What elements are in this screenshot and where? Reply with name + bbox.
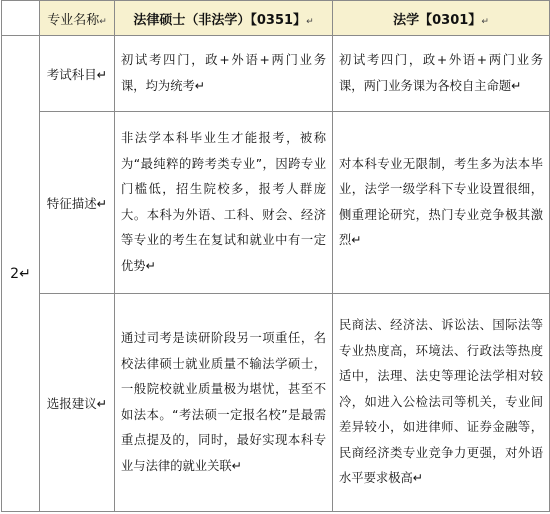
cell-advice-law: 民商法、经济法、诉讼法、国际法等专业热度高，环境法、行政法等热度适中，法理、法史等理论法学相对较冷，如进入公检法司等机关，专业间差异较小，如进律师、证券金融等，民商经济类专业竞争力更强，对外语水平要求极高↵	[333, 294, 550, 512]
row-label-features: 特征描述↵	[40, 112, 115, 294]
row-number: 2↵	[2, 36, 40, 512]
header-index-cell	[2, 1, 40, 36]
cell-exam-subjects-law: 初试考四门，政+外语+两门业务课，两门业务课为各校自主命题↵	[333, 36, 550, 112]
header-law: 法学【0301】↵	[333, 1, 550, 36]
cell-features-nonlaw: 非法学本科毕业生才能报考，被称为“最纯粹的跨考类专业”，因跨专业门槛低，招生院校多，报考人群庞大。本科为外语、工科、财会、经济等专业的考生在复试和就业中有一定优势↵	[115, 112, 333, 294]
cell-advice-nonlaw: 通过司考是读研阶段另一项重任，名校法律硕士就业质量不输法学硕士，一般院校就业质量极为堪忧，甚至不如法本。“考法硕一定报名校”是最需重点提及的，同时，最好实现本科专业与法律的就业关联↵	[115, 294, 333, 512]
cell-exam-subjects-nonlaw: 初试考四门，政+外语+两门业务课，均为统考↵	[115, 36, 333, 112]
header-law-master-nonlaw: 法律硕士（非法学）【0351】↵	[115, 1, 333, 36]
table-row	[2, 36, 550, 112]
table-row	[2, 112, 550, 294]
cell-features-law: 对本科专业无限制，考生多为法本毕业，法学一级学科下专业设置很细，侧重理论研究，热门专业竞争极其激烈↵	[333, 112, 550, 294]
row-label-exam-subjects: 考试科目↵	[40, 36, 115, 112]
header-major-name: 专业名称↵	[40, 1, 115, 36]
comparison-table	[1, 0, 550, 512]
table-row	[2, 294, 550, 512]
row-label-advice: 选报建议↵	[40, 294, 115, 512]
header-row	[2, 1, 550, 36]
